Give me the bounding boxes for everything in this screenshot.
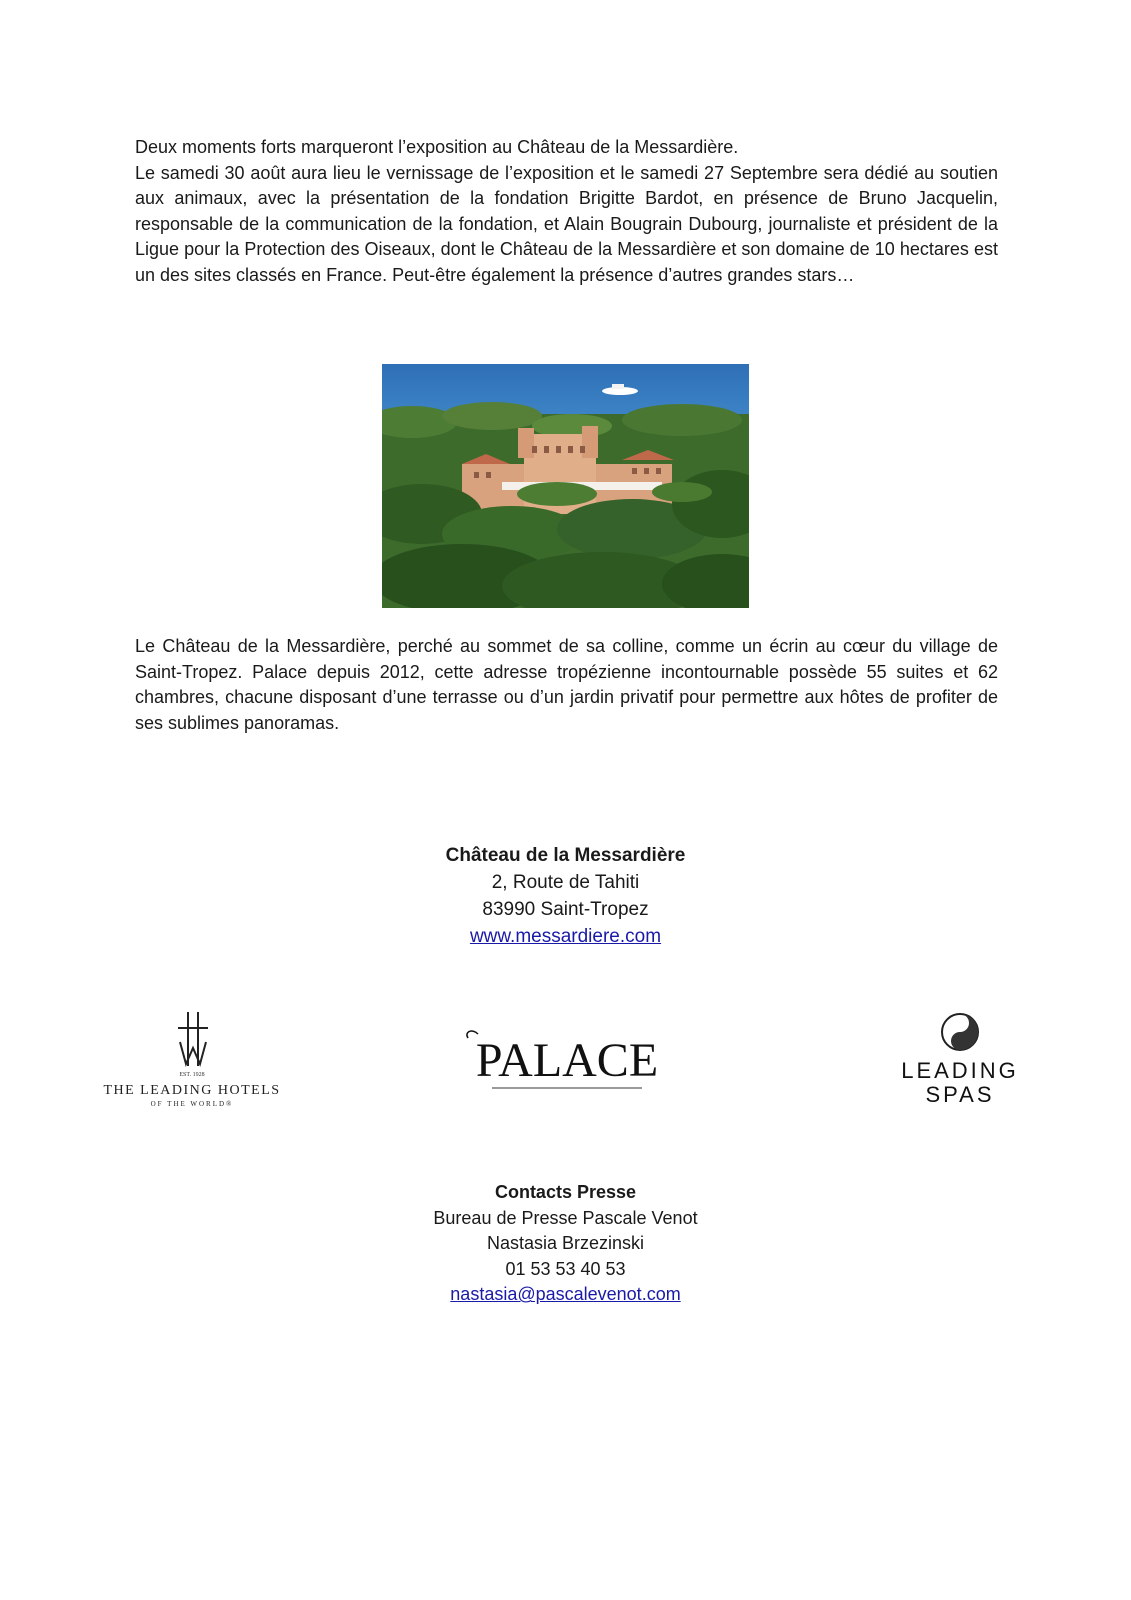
contact-person: Nastasia Brzezinski xyxy=(486,1233,645,1254)
chateau-photo xyxy=(382,364,749,608)
intro-paragraph xyxy=(135,135,998,289)
intro-line-2: Le samedi 30 août aura lieu le vernissage de l’exposition et le samedi 27 Septembre sera dédié au soutien aux animaux, avec la présentation de la fondation Brigitte Bardot, en présence de Bruno Jacquelin, responsable de la communication de la fondation, et Alain Bougrain Dubourg, journaliste et président de la Ligue pour la Protection des Oiseaux, dont le Château de la Messardière et son domaine de 10 hectares est un des sites classés en France. Peut-être également la présence d’autres grandes stars… xyxy=(135,162,998,285)
press-office: Bureau de Presse Pascale Venot xyxy=(433,1207,698,1228)
description-paragraph: Le Château de la Messardière, perché au sommet de sa colline, comme un écrin au cœur du village de Saint-Tropez. Palace depuis 2012, cette adresse tropézienne incontournable possède 55 suites et 62 chambres, chacune disposant d’une terrasse ou d’un jardin privatif pour permettre aux hôtes de profiter de ses sublimes panoramas. xyxy=(135,636,998,733)
website-link[interactable]: www.messardiere.com xyxy=(469,926,662,947)
lhw-line2: OF THE WORLD® xyxy=(150,1100,234,1108)
palace-wordmark: PALACE xyxy=(475,1034,659,1087)
leading-spas-logo xyxy=(880,1010,1040,1120)
contact-phone: 01 53 53 40 53 xyxy=(505,1258,626,1279)
spas-line2: SPAS xyxy=(925,1082,995,1107)
leading-hotels-logo xyxy=(80,1008,305,1118)
press-contacts-block xyxy=(0,1180,1131,1308)
address-block xyxy=(0,842,1131,950)
city-address: 83990 Saint-Tropez xyxy=(482,899,649,920)
intro-line-1: Deux moments forts marqueront l’exposition au Château de la Messardière. xyxy=(135,137,739,157)
street-address: 2, Route de Tahiti xyxy=(491,872,640,893)
lhw-est: EST. 1928 xyxy=(179,1072,205,1078)
lhw-line1: THE LEADING HOTELS xyxy=(103,1083,281,1098)
yin-yang-icon xyxy=(942,1014,978,1050)
hotel-name: Château de la Messardière xyxy=(445,845,686,866)
contacts-title: Contacts Presse xyxy=(494,1182,637,1202)
spas-line1: LEADING xyxy=(901,1058,1019,1083)
contact-email-link[interactable]: nastasia@pascalevenot.com xyxy=(450,1284,681,1305)
palace-logo xyxy=(462,1028,672,1100)
